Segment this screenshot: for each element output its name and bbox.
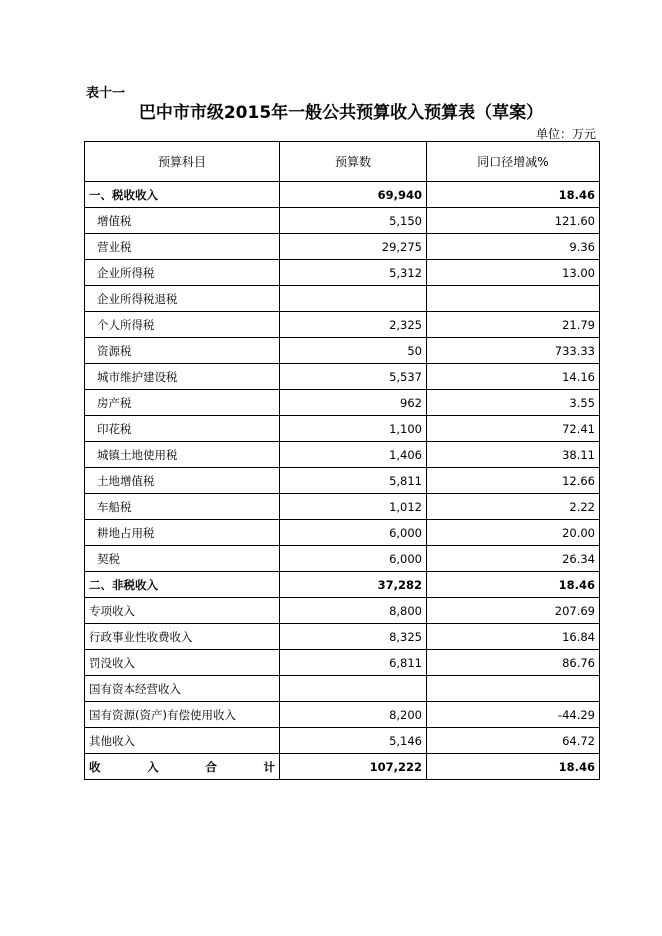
row-change: 12.66 bbox=[427, 468, 600, 494]
header-amount: 预算数 bbox=[280, 142, 427, 182]
table-row bbox=[85, 234, 600, 260]
table-row bbox=[85, 546, 600, 572]
row-name: 车船税 bbox=[85, 494, 280, 520]
row-amount: 8,200 bbox=[280, 702, 427, 728]
row-change: 16.84 bbox=[427, 624, 600, 650]
table-row bbox=[85, 520, 600, 546]
row-name: 资源税 bbox=[85, 338, 280, 364]
row-amount: 29,275 bbox=[280, 234, 427, 260]
budget-table bbox=[84, 141, 600, 780]
header-subject: 预算科目 bbox=[85, 142, 280, 182]
total-amount: 107,222 bbox=[280, 754, 427, 780]
table-row bbox=[85, 598, 600, 624]
row-amount: 6,000 bbox=[280, 520, 427, 546]
row-name: 土地增值税 bbox=[85, 468, 280, 494]
unit-label: 单位：万元 bbox=[535, 127, 596, 141]
row-name: 其他收入 bbox=[85, 728, 280, 754]
row-name: 房产税 bbox=[85, 390, 280, 416]
table-row bbox=[85, 676, 600, 702]
row-amount: 6,000 bbox=[280, 546, 427, 572]
row-name: 行政事业性收费收入 bbox=[85, 624, 280, 650]
table-number: 表十一 bbox=[86, 86, 126, 101]
row-change: 20.00 bbox=[427, 520, 600, 546]
total-row bbox=[85, 754, 600, 780]
row-amount: 5,146 bbox=[280, 728, 427, 754]
table-row bbox=[85, 260, 600, 286]
table-row bbox=[85, 182, 600, 208]
table-row bbox=[85, 494, 600, 520]
table-row bbox=[85, 572, 600, 598]
row-name: 企业所得税退税 bbox=[85, 286, 280, 312]
row-change: 2.22 bbox=[427, 494, 600, 520]
row-change bbox=[427, 286, 600, 312]
row-amount: 5,150 bbox=[280, 208, 427, 234]
row-amount: 962 bbox=[280, 390, 427, 416]
row-name: 增值税 bbox=[85, 208, 280, 234]
row-change: 733.33 bbox=[427, 338, 600, 364]
table-row bbox=[85, 416, 600, 442]
row-change: 3.55 bbox=[427, 390, 600, 416]
row-name: 专项收入 bbox=[85, 598, 280, 624]
row-amount: 6,811 bbox=[280, 650, 427, 676]
row-name: 国有资本经营收入 bbox=[85, 676, 280, 702]
page-title: 巴中市市级2015年一般公共预算收入预算表（草案） bbox=[138, 103, 544, 123]
row-amount: 5,312 bbox=[280, 260, 427, 286]
total-label-char: 入 bbox=[147, 759, 159, 774]
table-row bbox=[85, 702, 600, 728]
row-change: 26.34 bbox=[427, 546, 600, 572]
row-change: 86.76 bbox=[427, 650, 600, 676]
row-name: 罚没收入 bbox=[85, 650, 280, 676]
row-change: 9.36 bbox=[427, 234, 600, 260]
row-name: 国有资源(资产)有偿使用收入 bbox=[85, 702, 280, 728]
row-name: 营业税 bbox=[85, 234, 280, 260]
row-name: 城市维护建设税 bbox=[85, 364, 280, 390]
total-label bbox=[85, 754, 280, 780]
total-label-char: 收 bbox=[89, 759, 101, 774]
row-name: 耕地占用税 bbox=[85, 520, 280, 546]
total-change: 18.46 bbox=[427, 754, 600, 780]
row-amount: 1,406 bbox=[280, 442, 427, 468]
row-change: 14.16 bbox=[427, 364, 600, 390]
row-change: 64.72 bbox=[427, 728, 600, 754]
row-change: 13.00 bbox=[427, 260, 600, 286]
total-label-char: 计 bbox=[263, 759, 275, 774]
row-change: 72.41 bbox=[427, 416, 600, 442]
row-amount: 1,100 bbox=[280, 416, 427, 442]
table-row bbox=[85, 286, 600, 312]
table-row bbox=[85, 312, 600, 338]
table-row bbox=[85, 208, 600, 234]
row-change: 38.11 bbox=[427, 442, 600, 468]
row-amount: 8,325 bbox=[280, 624, 427, 650]
row-amount: 1,012 bbox=[280, 494, 427, 520]
table-row bbox=[85, 728, 600, 754]
row-change bbox=[427, 676, 600, 702]
row-amount bbox=[280, 676, 427, 702]
row-change: 18.46 bbox=[427, 572, 600, 598]
row-change: 18.46 bbox=[427, 182, 600, 208]
row-amount: 2,325 bbox=[280, 312, 427, 338]
table-row bbox=[85, 650, 600, 676]
row-amount: 5,811 bbox=[280, 468, 427, 494]
row-name: 一、税收收入 bbox=[85, 182, 280, 208]
table-row bbox=[85, 468, 600, 494]
total-label-char: 合 bbox=[205, 759, 217, 774]
table-header-row bbox=[85, 142, 600, 182]
row-amount: 50 bbox=[280, 338, 427, 364]
header-change: 同口径增减% bbox=[427, 142, 600, 182]
row-change: -44.29 bbox=[427, 702, 600, 728]
row-name: 企业所得税 bbox=[85, 260, 280, 286]
row-amount: 5,537 bbox=[280, 364, 427, 390]
table-row bbox=[85, 624, 600, 650]
row-amount: 69,940 bbox=[280, 182, 427, 208]
row-name: 契税 bbox=[85, 546, 280, 572]
row-amount: 8,800 bbox=[280, 598, 427, 624]
row-name: 二、非税收入 bbox=[85, 572, 280, 598]
table-row bbox=[85, 364, 600, 390]
table-row bbox=[85, 338, 600, 364]
row-name: 个人所得税 bbox=[85, 312, 280, 338]
row-amount bbox=[280, 286, 427, 312]
table-row bbox=[85, 442, 600, 468]
row-name: 印花税 bbox=[85, 416, 280, 442]
row-name: 城镇土地使用税 bbox=[85, 442, 280, 468]
row-change: 121.60 bbox=[427, 208, 600, 234]
table-row bbox=[85, 390, 600, 416]
row-change: 21.79 bbox=[427, 312, 600, 338]
row-amount: 37,282 bbox=[280, 572, 427, 598]
row-change: 207.69 bbox=[427, 598, 600, 624]
